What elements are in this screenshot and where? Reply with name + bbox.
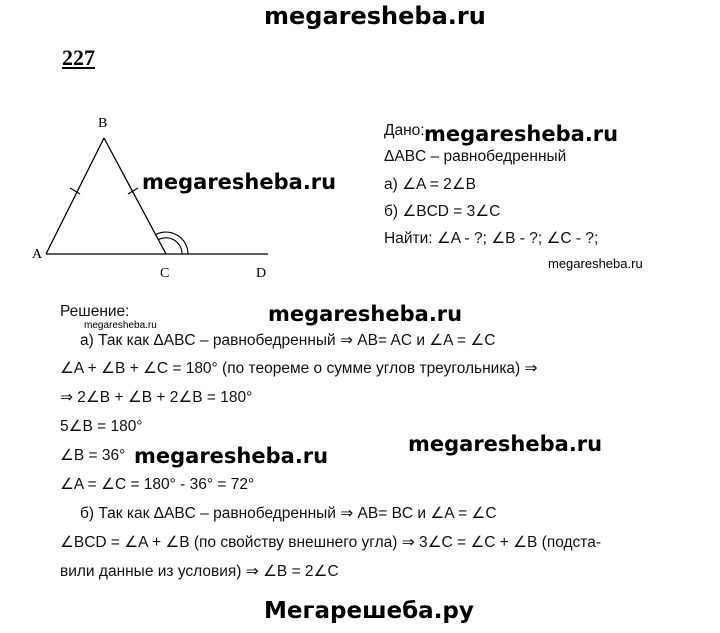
solution-line: 5∠B = 180° bbox=[60, 418, 143, 435]
header-watermark: megaresheba.ru bbox=[264, 2, 486, 30]
vertex-label-d: D bbox=[256, 266, 267, 281]
vertex-label-c: C bbox=[160, 266, 170, 281]
given-triangle: ΔABC – равнобедренный bbox=[384, 148, 567, 165]
given-label: Дано: bbox=[384, 122, 425, 139]
watermark: megaresheba.ru bbox=[134, 444, 329, 468]
solution-line: ∠A = ∠C = 180° - 36° = 72° bbox=[60, 476, 255, 493]
vertex-label-b: B bbox=[98, 116, 108, 131]
solution-label: Решение: bbox=[60, 303, 130, 320]
given-condition-a: а) ∠A = 2∠B bbox=[384, 176, 476, 193]
footer-brand: Мегарешеба.ру bbox=[264, 598, 474, 624]
solution-line: ∠A + ∠B + ∠C = 180° (по теореме о сумме углов треугольника) ⇒ bbox=[60, 360, 538, 377]
given-condition-b: б) ∠BCD = 3∠C bbox=[384, 203, 501, 220]
watermark: megaresheba.ru bbox=[408, 432, 603, 456]
solution-line: ∠BCD = ∠A + ∠B (по свойству внешнего угла) ⇒ 3∠C = ∠C + ∠B (подста- bbox=[60, 534, 602, 551]
watermark: megaresheba.ru bbox=[268, 302, 463, 326]
find-statement: Найти: ∠A - ?; ∠B - ?; ∠C - ?; bbox=[384, 230, 599, 247]
problem-number: 227 bbox=[62, 45, 95, 70]
watermark: megaresheba.ru bbox=[548, 256, 643, 271]
solution-line: ⇒ 2∠B + ∠B + 2∠B = 180° bbox=[60, 389, 253, 406]
side-bc bbox=[104, 138, 166, 254]
watermark: megaresheba.ru bbox=[424, 122, 619, 146]
watermark: megaresheba.ru bbox=[84, 320, 157, 331]
solution-line: а) Так как ΔABC – равнобедренный ⇒ AB= AC и ∠A = ∠C bbox=[80, 332, 496, 349]
solution-line: ∠B = 36° bbox=[60, 447, 126, 464]
vertex-label-a: A bbox=[32, 247, 43, 262]
solution-line: б) Так как ΔABC – равнобедренный ⇒ AB= BC и ∠A = ∠C bbox=[80, 505, 497, 522]
watermark: megaresheba.ru bbox=[142, 170, 337, 194]
side-ab bbox=[46, 138, 104, 254]
solution-line: вили данные из условия) ⇒ ∠B = 2∠C bbox=[60, 563, 339, 580]
